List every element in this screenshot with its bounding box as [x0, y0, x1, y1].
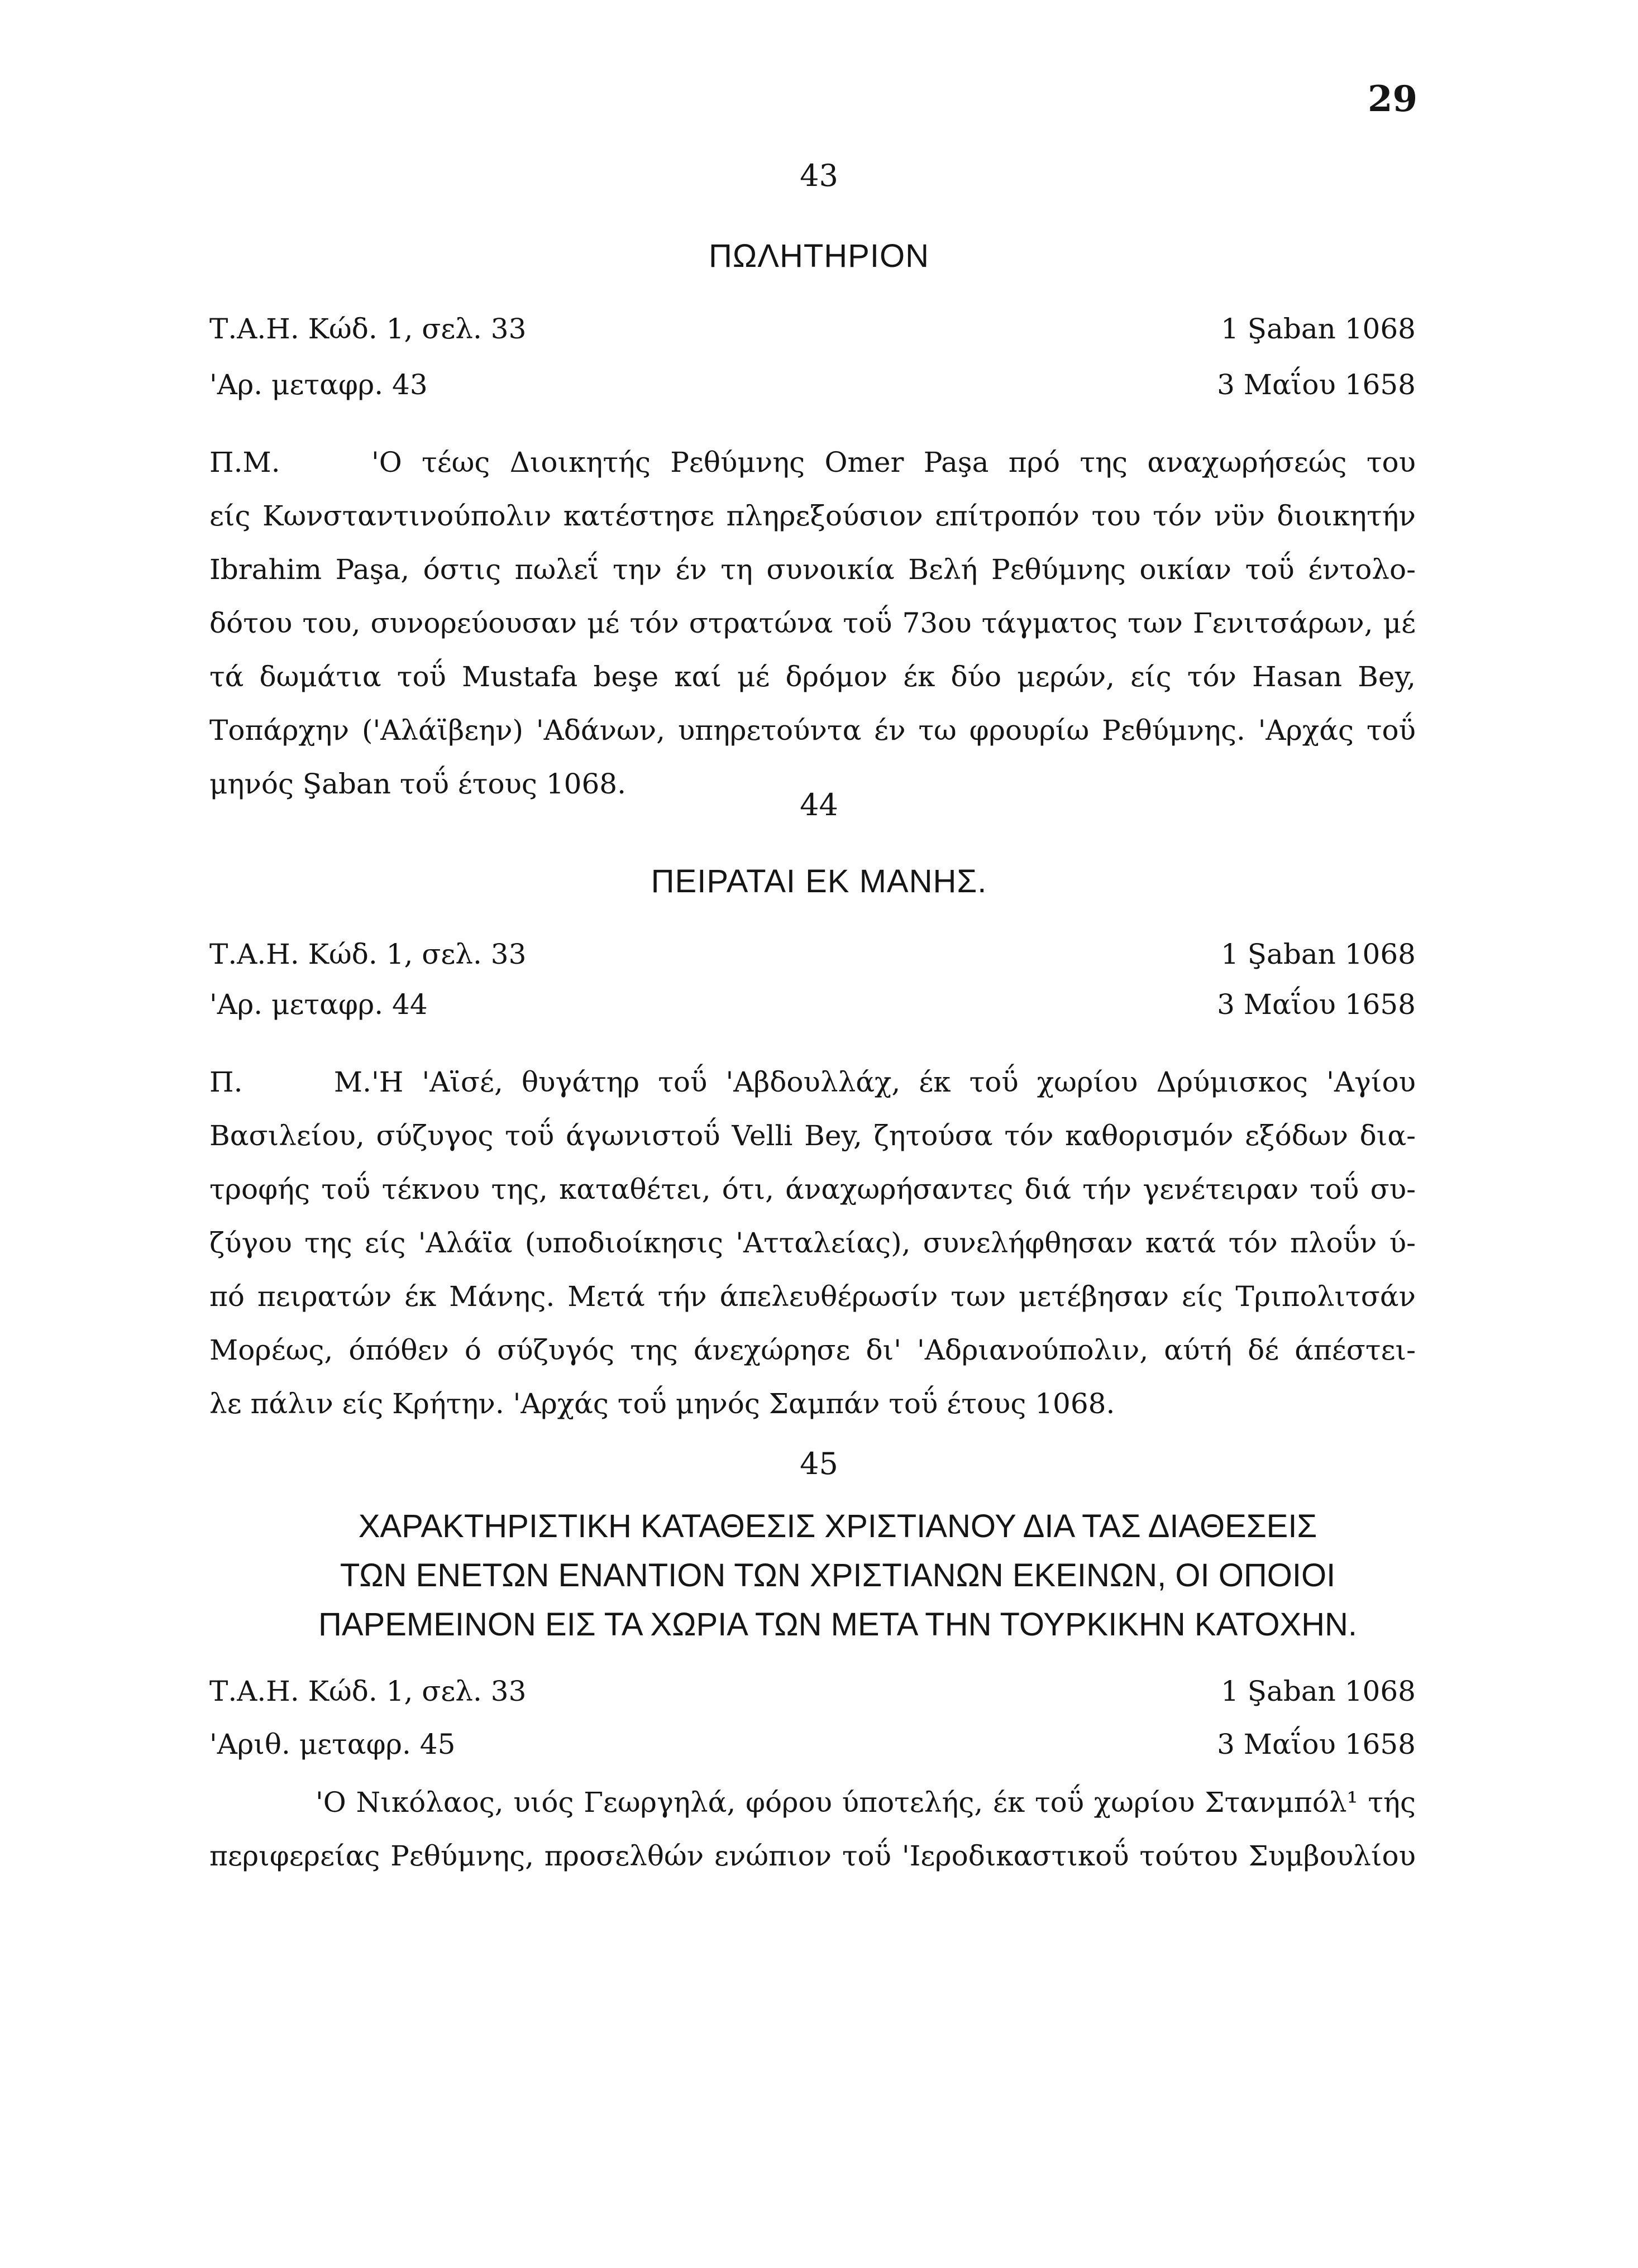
entry-43-title: ΠΩΛΗΤΗΡΙΟΝ [709, 238, 929, 274]
body-line: Τοπάρχην ('Αλάϊβεην) 'Αδάνων, υπηρετούντα έν τω φρουρίω Ρεθύμνης. 'Αρχάς τοΰ [209, 714, 1416, 747]
page-number: 29 [1367, 78, 1417, 120]
entry-44-title: ΠΕΙΡΑΤΑΙ ΕΚ ΜΑΝΗΣ. [651, 863, 987, 899]
body-line: τά δωμάτια τοΰ Mustafa beşe καί μέ δρόμον έκ δύο μερών, είς τόν Hasan Bey, [209, 661, 1416, 693]
entry-43-body [209, 436, 1416, 811]
body-line: ζύγου της είς 'Αλάϊα (υποδιοίκησις 'Ατταλείας), συνελήφθησαν κατά τόν πλοΰν ύ- [209, 1227, 1416, 1259]
entry-45-reference-row-1 [209, 1675, 1416, 1714]
body-line: λε πάλιν είς Κρήτην. 'Αρχάς τοΰ μηνός Σαμπάν τοΰ έτους 1068. [209, 1387, 1115, 1420]
entry-45-number: 45 [800, 1446, 838, 1481]
body-line: Μορέως, όπόθεν ό σύζυγός της άνεχώρησε δι' 'Αδριανούπολιν, αύτή δέ άπέστει- [209, 1334, 1416, 1366]
body-line: 'Ο Νικόλαος, υιός Γεωργηλά, φόρου ύποτελής, έκ τοΰ χωρίου Στανμπόλ¹ τής [316, 1786, 1416, 1819]
entry-44-reference-row-1 [209, 938, 1416, 977]
archive-reference: Τ.Α.Η. Κώδ. 1, σελ. 33 [209, 938, 527, 970]
title-line: ΤΩΝ ΕΝΕΤΩΝ ΕΝΑΝΤΙΟΝ ΤΩΝ ΧΡΙΣΤΙΑΝΩΝ ΕΚΕΙΝΩΝ, ΟΙ ΟΠΟΙΟΙ [340, 1557, 1336, 1594]
entry-44-reference-row-2 [209, 988, 1416, 1027]
lead-abbreviation: Π. Μ. [209, 1066, 371, 1098]
entry-44-body [209, 1055, 1416, 1430]
translation-number: 'Αρ. μεταφρ. 43 [209, 369, 428, 401]
archive-reference: Τ.Α.Η. Κώδ. 1, σελ. 33 [209, 313, 527, 345]
entry-43-reference-row-2 [209, 369, 1416, 408]
body-line: μηνός Şaban τοΰ έτους 1068. [209, 768, 626, 800]
hijri-date: 1 Şaban 1068 [1221, 1675, 1416, 1707]
body-line: δότου του, συνορεύουσαν μέ τόν στρατώνα τοΰ 73ου τάγματος των Γενιτσάρων, μέ [209, 607, 1416, 639]
entry-45-title [235, 1502, 1441, 1649]
body-line: τροφής τοΰ τέκνου της, καταθέτει, ότι, άναχωρήσαντες διά τήν γενέτειραν τοΰ συ- [209, 1173, 1416, 1205]
gregorian-date: 3 Μαΐου 1658 [1217, 988, 1416, 1021]
archive-reference: Τ.Α.Η. Κώδ. 1, σελ. 33 [209, 1675, 527, 1707]
entry-45-body [209, 1776, 1416, 1883]
body-line: Π.Μ. 'Ο τέως Διοικητής Ρεθύμνης Omer Paşa πρό της αναχωρήσεώς του [209, 436, 1416, 489]
hijri-date: 1 Şaban 1068 [1221, 938, 1416, 970]
lead-abbreviation: Π.Μ. [209, 446, 280, 479]
body-line: Π. Μ.'Η 'Αϊσέ, θυγάτηρ τοΰ 'Αβδουλλάχ, έκ τοΰ χωρίου Δρύμισκος 'Αγίου [209, 1055, 1416, 1109]
entry-45-reference-row-2 [209, 1728, 1416, 1767]
entry-44-number: 44 [800, 787, 838, 822]
entry-43-reference-row-1 [209, 313, 1416, 352]
gregorian-date: 3 Μαΐου 1658 [1217, 1728, 1416, 1760]
body-line: περιφερείας Ρεθύμνης, προσελθών ενώπιον τοΰ 'Ιεροδικαστικοΰ τούτου Συμβουλίου [209, 1840, 1416, 1872]
body-line: Ibrahim Paşa, όστις πωλεΐ την έν τη συνοικία Βελή Ρεθύμνης οικίαν τοΰ έντολο- [209, 553, 1416, 586]
body-line: είς Κωνσταντινούπολιν κατέστησε πληρεξούσιον επίτροπόν του τόν νϋν διοικητήν [209, 500, 1416, 532]
title-line: ΧΑΡΑΚΤΗΡΙΣΤΙΚΗ ΚΑΤΑΘΕΣΙΣ ΧΡΙΣΤΙΑΝΟΥ ΔΙΑ ΤΑΣ ΔΙΑΘΕΣΕΙΣ [358, 1508, 1317, 1544]
body-line: Βασιλείου, σύζυγος τοΰ άγωνιστοΰ Velli Bey, ζητούσα τόν καθορισμόν εξόδων δια- [209, 1119, 1416, 1152]
body-line: πό πειρατών έκ Μάνης. Μετά τήν άπελευθέρωσίν των μετέβησαν είς Τριπολιτσάν [209, 1280, 1416, 1313]
translation-number: 'Αρ. μεταφρ. 44 [209, 988, 428, 1021]
hijri-date: 1 Şaban 1068 [1221, 313, 1416, 345]
title-line: ΠΑΡΕΜΕΙΝΟΝ ΕΙΣ ΤΑ ΧΩΡΙΑ ΤΩΝ ΜΕΤΑ ΤΗΝ ΤΟΥΡΚΙΚΗΝ ΚΑΤΟΧΗΝ. [318, 1606, 1358, 1643]
entry-43-number: 43 [800, 158, 838, 193]
translation-number: 'Αριθ. μεταφρ. 45 [209, 1728, 456, 1760]
gregorian-date: 3 Μαΐου 1658 [1217, 369, 1416, 401]
